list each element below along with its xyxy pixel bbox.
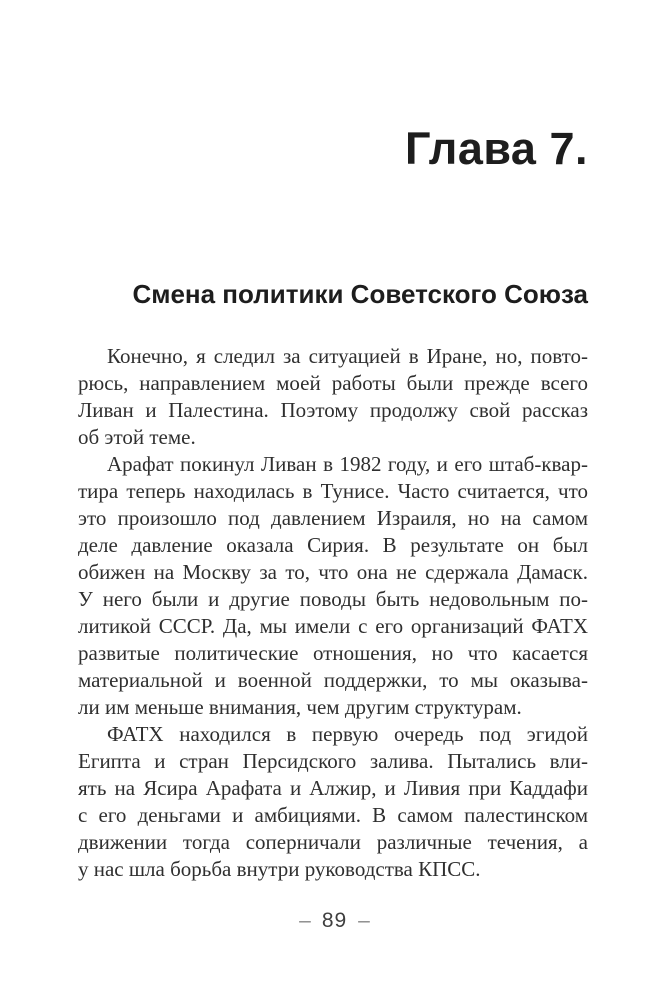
footer-dash-right: –: [358, 909, 370, 932]
page-number: 89: [321, 909, 348, 932]
footer-dash-left: –: [299, 909, 311, 932]
text-line: ли им меньше внимания, чем другим структурам.: [78, 695, 522, 719]
text-line: развитые политические отношения, но что касается: [78, 641, 588, 665]
paragraph: [78, 343, 588, 451]
text-line: Ливан и Палестина. Поэтому продолжу свой рассказ: [78, 398, 588, 422]
text-line: об этой теме.: [78, 425, 196, 449]
text-line: У него были и другие поводы быть недовольным по-: [78, 587, 588, 611]
text-line: деле давление оказала Сирия. В результате он был: [78, 533, 588, 557]
text-line: Египта и стран Персидского залива. Пытались вли-: [78, 749, 588, 773]
text-line: ять на Ясира Арафата и Алжир, и Ливия при Каддафи: [78, 776, 588, 800]
page-footer: [0, 908, 669, 934]
paragraph: [78, 451, 588, 721]
text-line: ФАТХ находился в первую очередь под эгидой: [107, 722, 588, 746]
text-line: материальной и военной поддержки, то мы оказыва-: [78, 668, 588, 692]
text-line: тира теперь находилась в Тунисе. Часто считается, что: [78, 479, 588, 503]
text-line: с его деньгами и амбициями. В самом палестинском: [78, 803, 588, 827]
text-line: обижен на Москву за то, что она не сдержала Дамаск.: [78, 560, 588, 584]
text-line: Арафат покинул Ливан в 1982 году, и его штаб-квар-: [107, 452, 588, 476]
text-line: это произошло под давлением Израиля, но на самом: [78, 506, 588, 530]
chapter-heading: Глава 7.: [404, 123, 588, 174]
paragraph: [78, 721, 588, 883]
text-line: литикой СССР. Да, мы имели с его организаций ФАТХ: [78, 614, 588, 638]
text-line: рюсь, направлением моей работы были прежде всего: [78, 371, 588, 395]
section-title: Смена политики Советского Союза: [132, 279, 588, 309]
text-line: Конечно, я следил за ситуацией в Иране, но, повто-: [107, 344, 588, 368]
text-line: движении тогда соперничали различные течения, а: [78, 830, 588, 854]
body-text: [78, 343, 588, 883]
text-line: у нас шла борьба внутри руководства КПСС.: [78, 857, 481, 881]
